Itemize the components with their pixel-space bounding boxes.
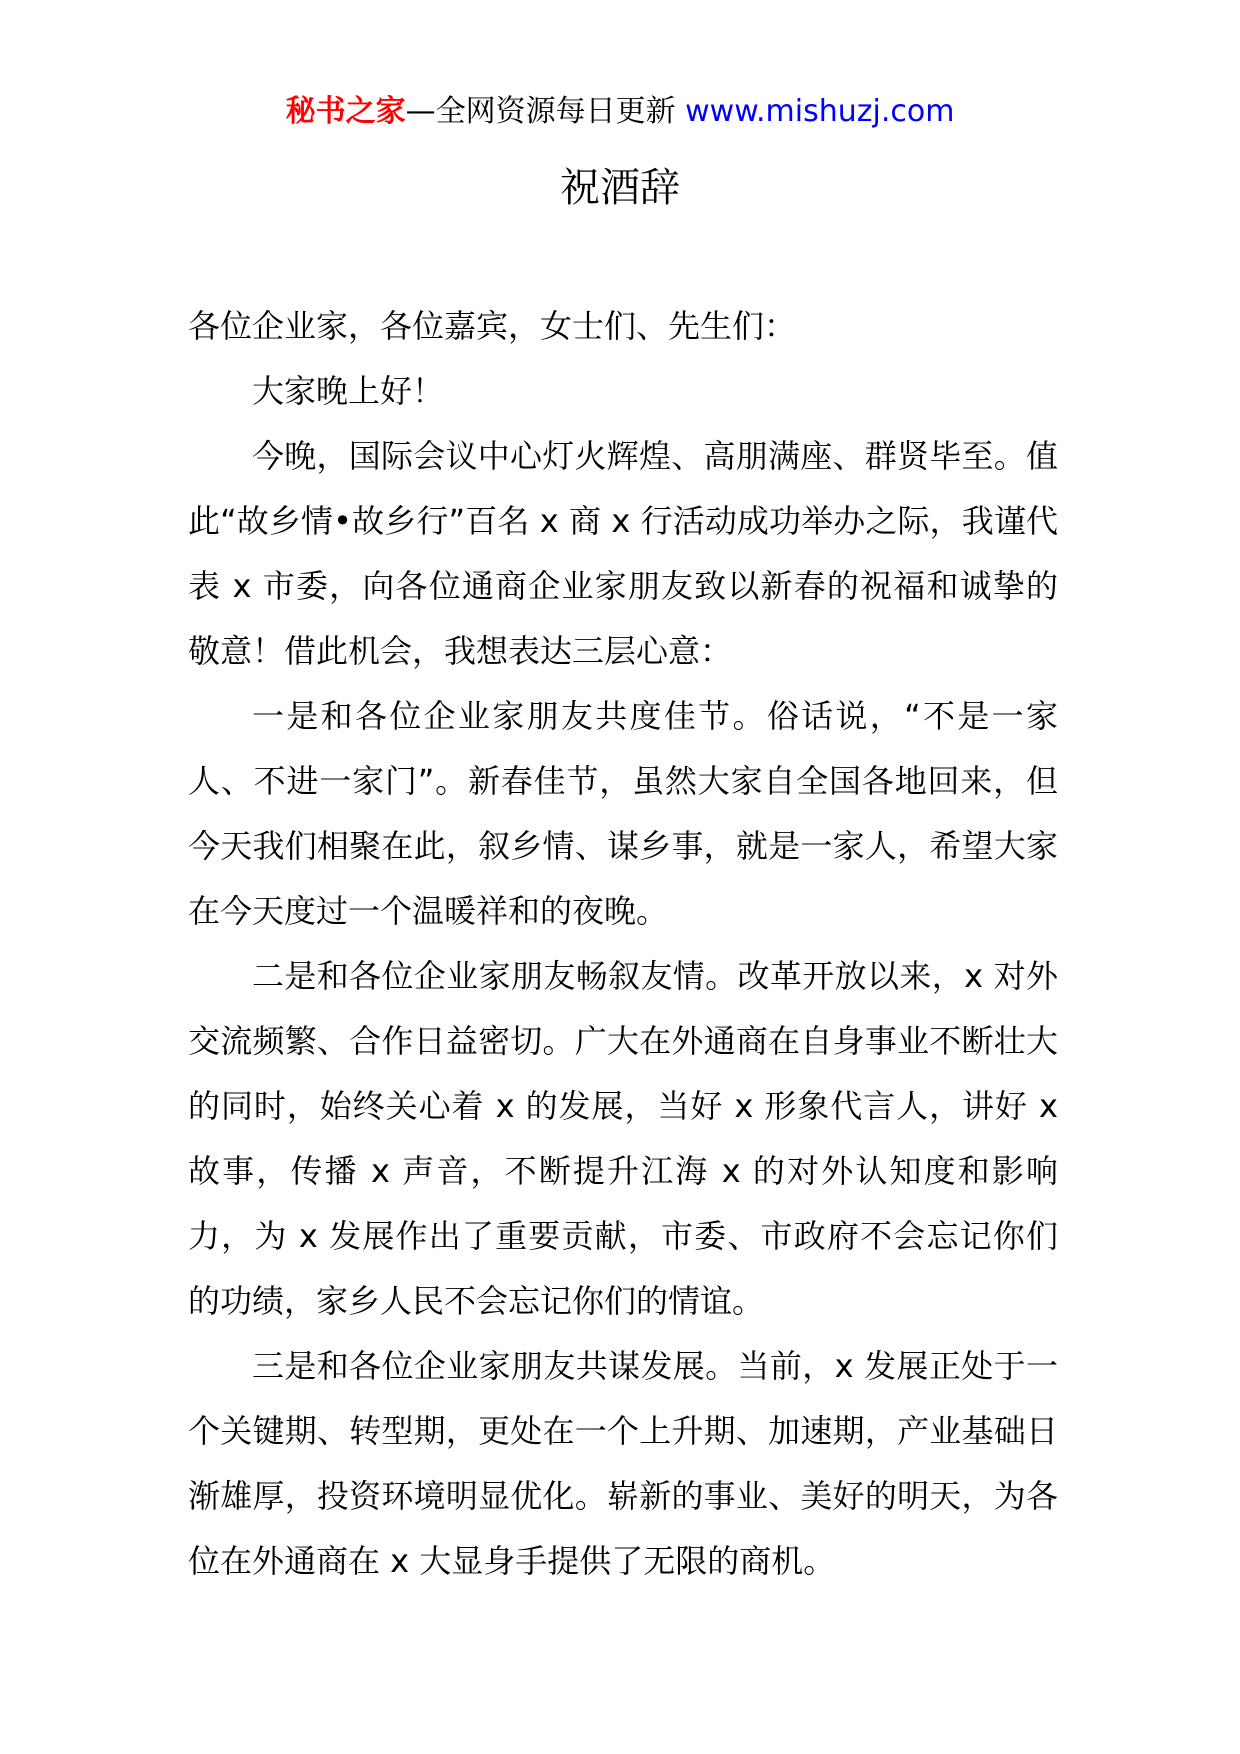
site-url-link[interactable]: www.mishuzj.com [685, 94, 955, 129]
paragraph-point-two: 二是和各位企业家朋友畅叙友情。改革开放以来，x 对外交流频繁、合作日益密切。广大在外通商在自身事业不断壮大的同时，始终关心着 x 的发展，当好 x 形象代言人，讲好 x 故事，传播 x 声音，不断提升江海 x 的对外认知度和影响力，为 x 发展作出了重要贡献，市委、市政府不会忘记你们的功绩，家乡人民不会忘记你们的情谊。 [188, 957, 1058, 1320]
salutation: 各位企业家，各位嘉宾，女士们、先生们： [188, 307, 797, 345]
document-title: 祝酒辞 [560, 165, 680, 211]
paragraph-intro: 今晚，国际会议中心灯火辉煌、高朋满座、群贤毕至。值此“故乡情•故乡行”百名 x 商 x 行活动成功举办之际，我谨代表 x 市委，向各位通商企业家朋友致以新春的祝福和诚挚的敬意！借此机会，我想表达三层心意： [188, 437, 1058, 670]
site-header [0, 92, 1240, 132]
header-tagline: —全网资源每日更新 [405, 94, 686, 129]
document-body [188, 294, 1058, 1594]
paragraph-greeting: 大家晚上好！ [252, 372, 445, 410]
paragraph-point-one: 一是和各位企业家朋友共度佳节。俗话说，“不是一家人、不进一家门”。新春佳节，虽然大家自全国各地回来，但今天我们相聚在此，叙乡情、谋乡事，就是一家人，希望大家在今天度过一个温暖祥和的夜晚。 [188, 697, 1058, 930]
brand-name: 秘书之家 [285, 94, 406, 129]
paragraph-point-three: 三是和各位企业家朋友共谋发展。当前，x 发展正处于一个关键期、转型期，更处在一个上升期、加速期，产业基础日渐雄厚，投资环境明显优化。崭新的事业、美好的明天，为各位在外通商在 x 大显身手提供了无限的商机。 [188, 1347, 1058, 1580]
